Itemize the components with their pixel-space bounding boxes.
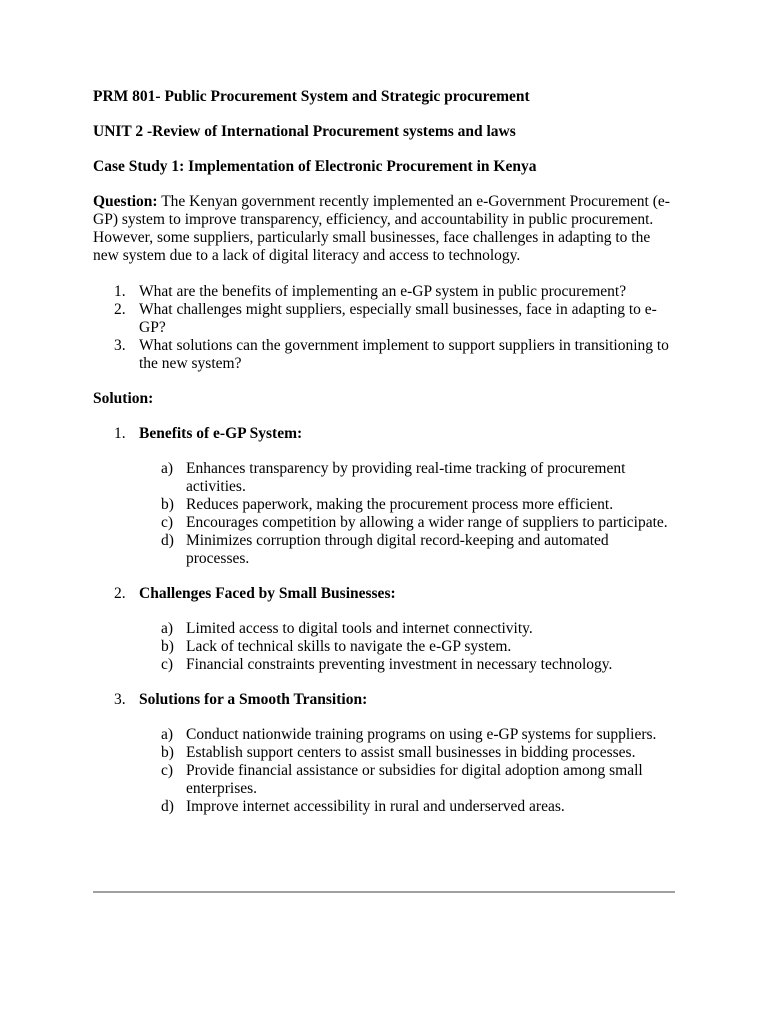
list-item [93, 638, 675, 656]
list-item [93, 514, 675, 532]
item-letter: d) [161, 532, 174, 549]
item-letter: d) [161, 798, 174, 815]
item-text: Provide financial assistance or subsidies for digital adoption among small enterprises. [186, 762, 643, 797]
item-text: Financial constraints preventing investment in necessary technology. [186, 656, 613, 673]
horizontal-divider [93, 891, 675, 893]
item-text: Reduces paperwork, making the procurement process more efficient. [186, 496, 614, 513]
document-body [93, 88, 675, 833]
section-title-text: Challenges Faced by Small Businesses: [139, 585, 396, 602]
list-item [93, 656, 675, 674]
case-study-title: Case Study 1: Implementation of Electronic Procurement in Kenya [93, 158, 537, 175]
item-letter: b) [161, 496, 174, 513]
list-item [93, 496, 675, 514]
item-text: Improve internet accessibility in rural and underserved areas. [186, 798, 565, 815]
question-item-text: What challenges might suppliers, especially small businesses, face in adapting to e-GP? [139, 301, 657, 336]
item-letter: c) [161, 514, 174, 531]
item-letter: c) [161, 656, 174, 673]
section-number: 1. [114, 425, 126, 442]
section-title-text: Solutions for a Smooth Transition: [139, 691, 368, 708]
item-text: Minimizes corruption through digital record-keeping and automated processes. [186, 532, 609, 567]
question-text: The Kenyan government recently implemented an e-Government Procurement (e-GP) system to improve transparency, efficiency, and accountability in public procurement. However, some suppliers, particularly small businesses, face challenges in adapting to the new system due to a lack of digital literacy and access to technology. [93, 193, 670, 264]
question-number: 1. [114, 283, 126, 300]
question-label: Question: [93, 193, 158, 210]
list-item [93, 532, 675, 568]
item-letter: b) [161, 744, 174, 761]
item-text: Establish support centers to assist small businesses in bidding processes. [186, 744, 636, 761]
section-title [93, 585, 675, 603]
section-items [93, 726, 675, 816]
item-text: Encourages competition by allowing a wider range of suppliers to participate. [186, 514, 668, 531]
item-letter: a) [161, 620, 174, 637]
section-number: 2. [114, 585, 126, 602]
item-text: Lack of technical skills to navigate the e-GP system. [186, 638, 512, 655]
section-number: 3. [114, 691, 126, 708]
section-title [93, 691, 675, 709]
unit-title: UNIT 2 -Review of International Procurement systems and laws [93, 123, 516, 140]
question-item [93, 337, 675, 373]
question-list [93, 283, 675, 373]
question-item-text: What are the benefits of implementing an e-GP system in public procurement? [139, 283, 627, 300]
section-items [93, 460, 675, 568]
list-item [93, 726, 675, 744]
item-text: Conduct nationwide training programs on using e-GP systems for suppliers. [186, 726, 657, 743]
list-item [93, 744, 675, 762]
list-item [93, 620, 675, 638]
item-letter: c) [161, 762, 174, 779]
item-letter: a) [161, 460, 174, 477]
solution-section-benefits [93, 425, 675, 568]
question-number: 3. [114, 337, 126, 354]
course-title: PRM 801- Public Procurement System and Strategic procurement [93, 88, 530, 105]
item-letter: a) [161, 726, 174, 743]
item-letter: b) [161, 638, 174, 655]
question-number: 2. [114, 301, 126, 318]
list-item [93, 762, 675, 798]
question-paragraph [93, 193, 675, 265]
solution-label: Solution: [93, 390, 154, 407]
item-text: Limited access to digital tools and internet connectivity. [186, 620, 533, 637]
question-item-text: What solutions can the government implement to support suppliers in transitioning to the new system? [139, 337, 669, 372]
section-title [93, 425, 675, 443]
list-item [93, 460, 675, 496]
question-item [93, 301, 675, 337]
solution-section-challenges [93, 585, 675, 674]
question-item [93, 283, 675, 301]
item-text: Enhances transparency by providing real-time tracking of procurement activities. [186, 460, 626, 495]
section-items [93, 620, 675, 674]
section-title-text: Benefits of e-GP System: [139, 425, 303, 442]
list-item [93, 798, 675, 816]
solution-section-transition [93, 691, 675, 816]
